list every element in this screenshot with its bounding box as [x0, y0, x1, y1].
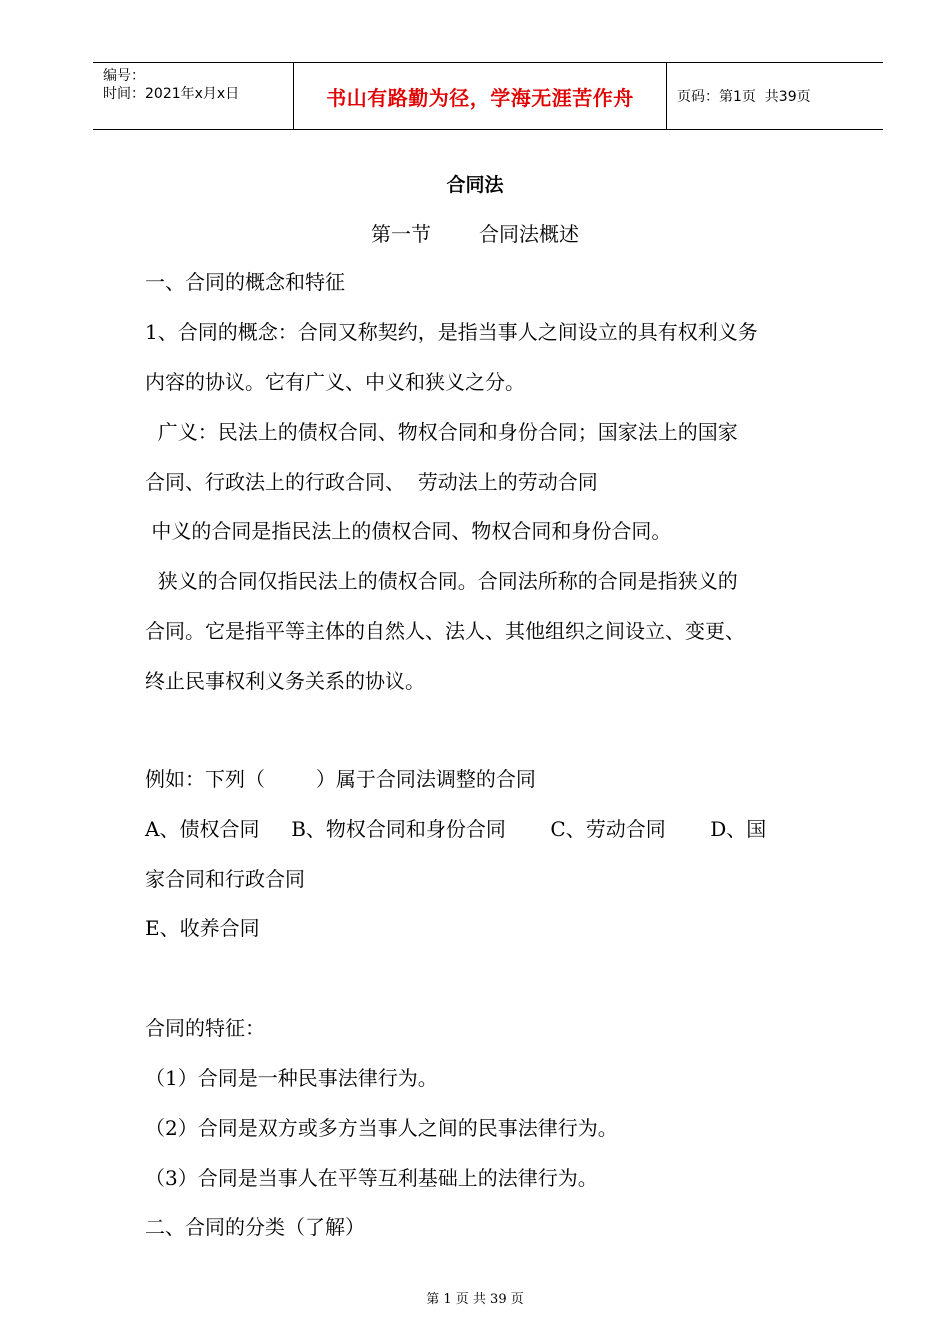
- example-question: 例如：下列（ ）属于合同法调整的合同: [145, 767, 536, 791]
- section-heading: [0, 218, 950, 247]
- paragraph-line: 内容的协议。它有广义、中义和狭义之分。: [145, 370, 525, 394]
- list-item: （1）合同是一种民事法律行为。: [145, 1066, 438, 1090]
- header-page-info: [667, 63, 883, 129]
- page-header: [93, 62, 883, 130]
- example-options: A、债权合同 B、物权合同和身份合同 C、劳动合同 D、国: [145, 817, 767, 841]
- document-title: 合同法: [446, 174, 504, 196]
- section-number: 第一节: [371, 222, 431, 246]
- paragraph-line: 狭义的合同仅指民法上的债权合同。合同法所称的合同是指狭义的: [145, 569, 738, 593]
- header-meta: [93, 63, 294, 129]
- paragraph-line: 合同。它是指平等主体的自然人、法人、其他组织之间设立、变更、: [145, 619, 745, 643]
- heading-features: 合同的特征：: [145, 1016, 265, 1040]
- paragraph-line: 中义的合同是指民法上的债权合同、物权合同和身份合同。: [145, 519, 672, 543]
- list-item: （2）合同是双方或多方当事人之间的民事法律行为。: [145, 1116, 618, 1140]
- paragraph-line: 广义：民法上的债权合同、物权合同和身份合同；国家法上的国家: [145, 420, 738, 444]
- section-name: 合同法概述: [479, 222, 579, 246]
- heading-concept: 一、合同的概念和特征: [145, 270, 345, 294]
- paragraph-line: 终止民事权利义务关系的协议。: [145, 669, 425, 693]
- example-options: E、收养合同: [145, 916, 260, 940]
- time-label: 时间：2021年x月x日: [103, 86, 240, 102]
- example-options: 家合同和行政合同: [145, 867, 305, 891]
- paragraph-line: 合同、行政法上的行政合同、 劳动法上的劳动合同: [145, 470, 598, 494]
- heading-classification: 二、合同的分类（了解）: [145, 1215, 365, 1239]
- page-info-text: 页码：第1页 共39页: [677, 89, 811, 105]
- page-footer: 第 1 页 共 39 页: [426, 1292, 524, 1307]
- header-motto: 书山有路勤为径，学海无涯苦作舟: [294, 63, 667, 129]
- number-label: 编号：: [103, 68, 145, 84]
- paragraph-line: 1、合同的概念：合同又称契约，是指当事人之间设立的具有权利义务: [145, 320, 758, 344]
- list-item: （3）合同是当事人在平等互利基础上的法律行为。: [145, 1166, 598, 1190]
